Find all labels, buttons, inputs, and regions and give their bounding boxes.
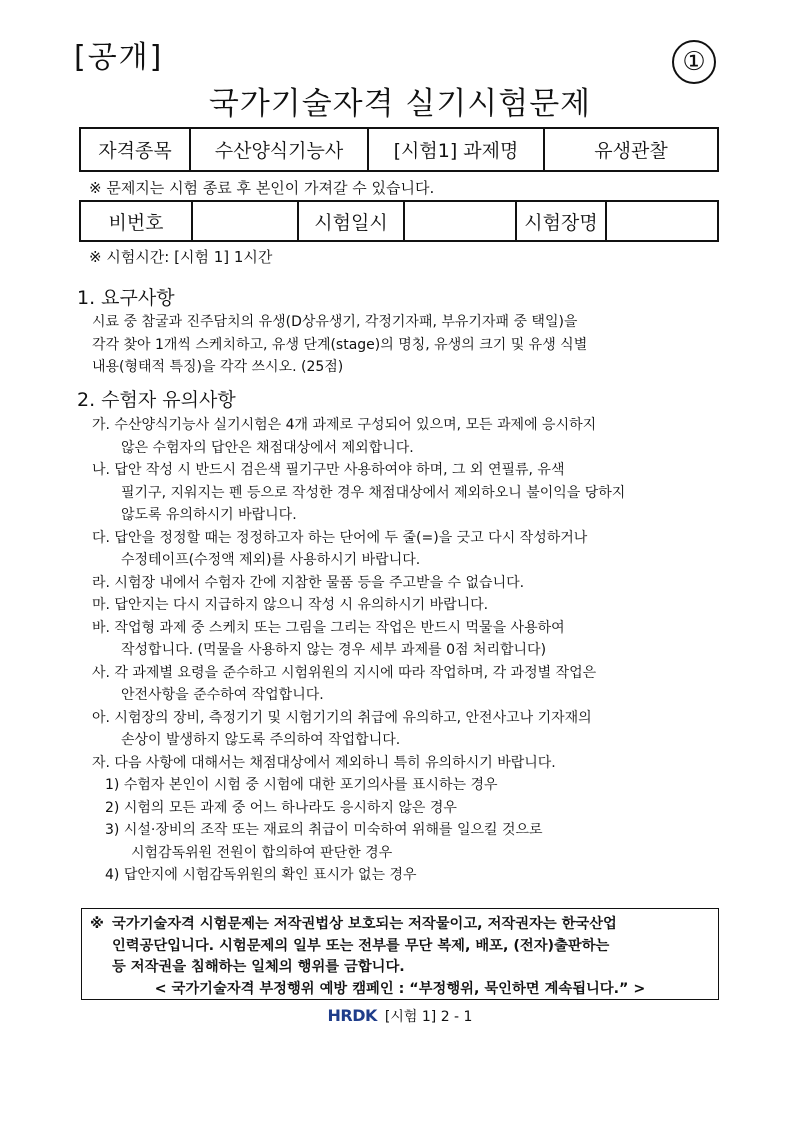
label-exam-site: 시험장명: [516, 201, 606, 241]
notice-exam-time: ※ 시험시간: [시험 1] 1시간: [89, 248, 273, 266]
copyright-notice-box: [81, 908, 719, 1000]
section-requirements-heading: 1. 요구사항: [77, 287, 175, 309]
value-qualification: 수산양식기능사: [190, 128, 368, 171]
hrdk-logo: HRDK: [327, 1006, 377, 1025]
precaution-item: 아. 시험장의 장비, 측정기기 및 시험기기의 취급에 유의하고, 안전사고나 기자재의 손상이 발생하지 않도록 주의하여 작업합니다.: [92, 709, 592, 748]
requirements-line: 각각 찾아 1개씩 스케치하고, 유생 단계(stage)의 명칭, 유생의 크기 및 유생 식별: [92, 336, 588, 353]
precaution-item: 다. 답안을 정정할 때는 정정하고자 하는 단어에 두 줄(=)을 긋고 다시 작성하거나 수정테이프(수정액 제외)를 사용하시기 바랍니다.: [92, 529, 588, 568]
notice-mark: ※: [90, 916, 104, 932]
exam-info-table: [79, 127, 719, 172]
precautions-list: [92, 414, 625, 887]
exclusion-item: 2) 시험의 모든 과제 중 어느 하나라도 응시하지 않은 경우: [105, 799, 457, 816]
exclusion-item: 1) 수험자 본인이 시험 중 시험에 대한 포기의사를 표시하는 경우: [105, 777, 498, 793]
label-task-name: [시험1] 과제명: [368, 128, 544, 171]
page-title: 국가기술자격 실기시험문제: [208, 86, 592, 122]
label-exam-datetime: 시험일시: [298, 201, 404, 241]
value-exam-datetime[interactable]: [404, 201, 516, 241]
candidate-info-table: [79, 200, 719, 242]
notice-take-home: ※ 문제지는 시험 종료 후 본인이 가져갈 수 있습니다.: [89, 179, 435, 197]
precaution-item: 자. 다음 사항에 대해서는 채점대상에서 제외하니 특히 유의하시기 바랍니다.: [92, 754, 556, 771]
label-seat-number: 비번호: [80, 201, 192, 241]
precaution-item: 가. 수산양식기능사 실기시험은 4개 과제로 구성되어 있으며, 모든 과제에 응시하지 않은 수험자의 답안은 채점대상에서 제외합니다.: [92, 417, 597, 456]
copyright-line: 국가기술자격 시험문제는 저작권법상 보호되는 저작물이고, 저작권자는 한국산업: [112, 916, 617, 932]
campaign-slogan: < 국가기술자격 부정행위 예방 캠페인 : “부정행위, 묵인하면 계속됩니다.” >: [154, 980, 646, 997]
precaution-item: 나. 답안 작성 시 반드시 검은색 필기구만 사용하여야 하며, 그 외 연필류, 유색 필기구, 지워지는 펜 등으로 작성한 경우 채점대상에서 제외하오니 불이익을 당하지 않도록 유의하시기 바랍니다.: [92, 462, 626, 523]
section-precautions-heading: 2. 수험자 유의사항: [77, 389, 236, 411]
page-mark: ①: [672, 40, 716, 84]
requirements-line: 시료 중 참굴과 진주담치의 유생(D상유생기, 각정기자패, 부유기자패 중 택일)을: [92, 314, 578, 330]
exclusion-item: 3) 시설·장비의 조작 또는 재료의 취급이 미숙하여 위해를 일으킬 것으로 시험감독위원 전원이 합의하여 판단한 경우: [105, 822, 543, 861]
precaution-item: 바. 작업형 과제 중 스케치 또는 그림을 그리는 작업은 반드시 먹물을 사용하여 작성합니다. (먹물을 사용하지 않는 경우 세부 과제를 0점 처리합니다): [92, 619, 565, 658]
copyright-line: 등 저작권을 침해하는 일체의 행위를 금합니다.: [112, 959, 405, 975]
value-task-name: 유생관찰: [544, 128, 718, 171]
precaution-item: 마. 답안지는 다시 지급하지 않으니 작성 시 유의하시기 바랍니다.: [92, 597, 489, 613]
copyright-line: 인력공단입니다. 시험문제의 일부 또는 전부를 무단 복제, 배포, (전자)출판하는: [112, 937, 610, 954]
value-exam-site[interactable]: [606, 201, 718, 241]
precaution-item: 라. 시험장 내에서 수험자 간에 지참한 물품 등을 주고받을 수 없습니다.: [92, 574, 525, 591]
page-number: [시험 1] 2 - 1: [384, 1009, 473, 1025]
value-seat-number[interactable]: [192, 201, 298, 241]
requirements-line: 내용(형태적 특징)을 각각 쓰시오. (25점): [92, 359, 344, 375]
exclusion-item: 4) 답안지에 시험감독위원의 확인 표시가 없는 경우: [105, 867, 417, 883]
requirements-text: [92, 311, 587, 379]
public-tag: [공개]: [74, 40, 164, 75]
precaution-item: 사. 각 과제별 요령을 준수하고 시험위원의 지시에 따라 작업하며, 각 과정별 작업은 안전사항을 준수하여 작업합니다.: [92, 664, 597, 703]
page-footer: [0, 1006, 800, 1026]
label-qualification: 자격종목: [80, 128, 190, 171]
